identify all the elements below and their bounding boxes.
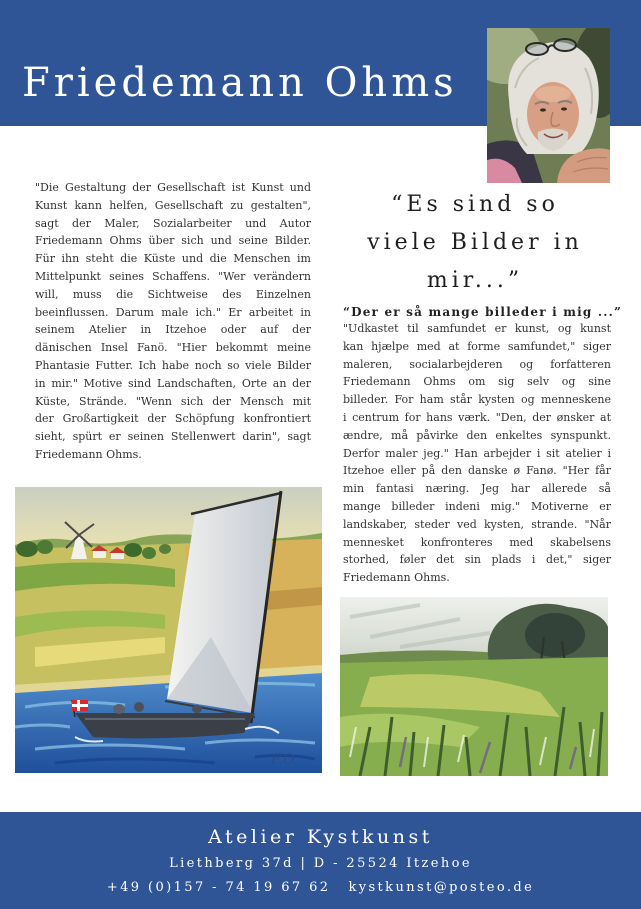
phone-number: +49 (0)157 - 74 19 67 62 [106,880,331,895]
quote-line: mir...” [426,268,524,293]
tree [37,540,53,554]
german-line: beeinflussen. Darum male ich." Er arbeitet in [35,305,311,319]
house-wall [111,553,124,559]
artist-portrait-photo [487,28,610,183]
danish-line: maleren, socialarbejderen og forfatteren [343,357,611,371]
landscape-painting [340,597,608,776]
sailor [134,702,144,712]
painter-signature: F.O. [271,752,299,768]
email-address[interactable]: kystkunst@posteo.de [348,880,535,895]
danish-line: mange billeder indeni mig." Motiverne er [343,499,611,513]
danish-line: ændre, må påvirke den enkeltes synspunkt. [343,428,611,442]
german-line: Kunst kann helfen, Gesellschaft zu gestalten", [35,198,311,212]
left-eye [540,108,546,111]
german-line: Für ihn steht die Küste und die Menschen im [35,252,311,266]
german-line: sieht, spürt er seinen Stellenwert darin", sagt [35,430,311,444]
german-line: in mir." Motive sind Landschaften, Orte an der [35,376,311,390]
danish-line: storhed, føler det sin plads i det," siger [343,553,611,567]
house-wall [93,551,106,558]
tree [159,544,171,554]
glasses-right-lens [554,39,576,51]
forehead [535,86,571,102]
atelier-name: Atelier Kystkunst [208,826,433,848]
danish-text [343,320,611,587]
danish-line: mennesket konfronteres med skabelsens [343,535,611,549]
danish-quote-subtitle: “Der er så mange billeder i mig ...” [343,305,623,319]
danish-line: i centrum for hans værk. "Den, der ønsker at [343,410,611,424]
german-line: Mittelpunkt seines Schaffens. "Wer verändern [35,269,311,283]
german-line: Phantasie Futter. Ich habe noch so viele Bilder [35,358,311,372]
quote-heading [340,186,610,300]
danish-line: "Udkastet til samfundet er kunst, og kunst [343,322,611,335]
contact-line [0,879,641,897]
german-line: der Großartigkeit der Schöpfung konfrontiert [35,412,311,426]
german-line: Friedemann Ohms. [35,447,142,461]
danish-line: Derfor maler jeg." Han arbejder i sit atelier i [343,446,611,460]
tree-shadow [525,613,585,657]
tree [142,547,156,559]
german-line: Friedemann Ohms über sich und seine Bilder. [35,234,311,248]
german-text [35,179,311,464]
german-line: Küste, Strände. "Wenn sich der Mensch mit [35,394,311,408]
right-eye [561,107,567,110]
german-line: dänischen Insel Fanö. "Hier bekommt meine [35,341,311,355]
danish-line: billeder. For ham står kysten og menneskene [343,393,611,407]
danish-line: Friedemann Ohms. [343,571,450,585]
danish-line: Friedemann Ohms om sig selv og sine [343,375,611,389]
sailor [192,705,202,713]
danish-line: Itzehoe eller på den danske ø Fanø. "Her får [343,464,611,478]
glasses-left-lens [526,43,548,55]
page-title: Friedemann Ohms [22,60,458,106]
sailboat-painting [15,487,322,773]
german-line: seinem Atelier in Itzehoe oder auf der [35,323,311,337]
atelier-address: Liethberg 37d | D - 25524 Itzehoe [169,856,472,871]
quote-line: viele Bilder in [367,230,583,255]
german-line: will, muss die Sichtweise des Einzelnen [35,287,311,301]
danish-line: kan hjælpe med at forme samfundet," siger [343,339,611,353]
sailor [113,704,125,714]
flag-cross-horizontal [72,704,88,707]
danish-line: min fantasi næring. Jeg har allerede så [343,482,611,496]
german-line: "Die Gestaltung der Gesellschaft ist Kunst und [35,181,311,194]
danish-line: landskaber, steder ved kysten, strande. "Når [343,517,611,531]
german-line: sagt der Maler, Sozialarbeiter und Autor [35,216,311,230]
quote-line: “Es sind so [391,192,559,217]
tree [16,541,38,557]
tree [124,543,142,557]
